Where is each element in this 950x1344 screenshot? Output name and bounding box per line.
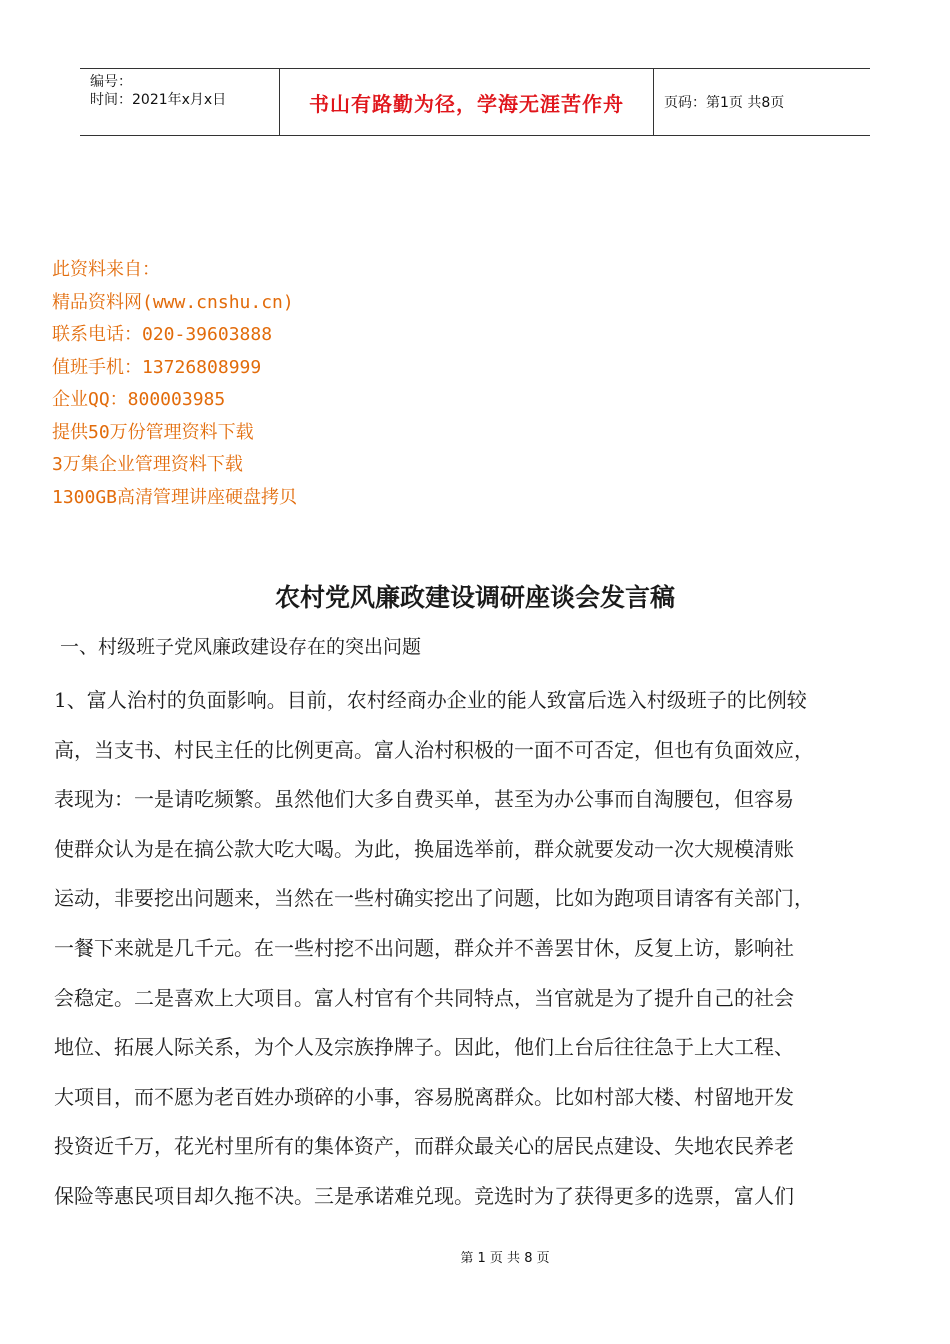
promo-line: 值班手机：13726808999 xyxy=(52,356,262,378)
body-line: 大项目，而不愿为老百姓办琐碎的小事，容易脱离群众。比如村部大楼、村留地开发 xyxy=(54,1084,794,1109)
body-line: 保险等惠民项目却久拖不决。三是承诺难兑现。竞选时为了获得更多的选票，富人们 xyxy=(54,1183,794,1208)
body-line: 一餐下来就是几千元。在一些村挖不出问题，群众并不善罢甘休，反复上访，影响社 xyxy=(54,935,794,960)
section-heading: 一、村级班子党风廉政建设存在的突出问题 xyxy=(60,636,422,658)
promo-line: 精品资料网(www.cnshu.cn) xyxy=(52,291,294,313)
body-line: 1、富人治村的负面影响。目前，农村经商办企业的能人致富后选入村级班子的比例较 xyxy=(54,688,807,712)
promo-line: 联系电话：020-39603888 xyxy=(52,324,273,345)
body-line: 高，当支书、村民主任的比例更高。富人治村积极的一面不可否定，但也有负面效应， xyxy=(54,737,814,762)
page-header xyxy=(80,68,870,136)
header-page-info: 页码：第1页 共8页 xyxy=(664,95,785,111)
body-line: 表现为：一是请吃频繁。虽然他们大多自费买单，甚至为办公事而自淘腰包，但容易 xyxy=(54,787,794,812)
promo-line: 企业QQ：800003985 xyxy=(52,389,226,410)
header-number-label: 编号： xyxy=(90,74,132,90)
promo-line: 提供50万份管理资料下载 xyxy=(52,421,254,443)
promo-block xyxy=(52,254,297,514)
body-line: 地位、拓展人际关系，为个人及宗族挣牌子。因此，他们上台后往往急于上大工程、 xyxy=(54,1035,794,1060)
body-line: 使群众认为是在搞公款大吃大喝。为此，换届选举前，群众就要发动一次大规模清账 xyxy=(54,836,794,861)
page-footer: 第 1 页 共 8 页 xyxy=(460,1251,550,1266)
body-line: 投资近千万，花光村里所有的集体资产，而群众最关心的居民点建设、失地农民养老 xyxy=(54,1134,794,1159)
body-paragraph xyxy=(54,676,899,1222)
body-line: 运动，非要挖出问题来，当然在一些村确实挖出了问题，比如为跑项目请客有关部门， xyxy=(54,886,814,911)
body-line: 会稳定。二是喜欢上大项目。富人村官有个共同特点，当官就是为了提升自己的社会 xyxy=(54,985,794,1010)
promo-line: 3万集企业管理资料下载 xyxy=(52,454,243,475)
header-date: 时间：2021年x月x日 xyxy=(90,92,227,108)
header-motto: 书山有路勤为径，学海无涯苦作舟 xyxy=(280,69,654,135)
promo-line: 1300GB高清管理讲座硬盘拷贝 xyxy=(52,486,298,508)
promo-line: 此资料来自： xyxy=(52,259,160,280)
header-meta xyxy=(80,69,280,135)
document-title: 农村党风廉政建设调研座谈会发言稿 xyxy=(274,583,675,612)
